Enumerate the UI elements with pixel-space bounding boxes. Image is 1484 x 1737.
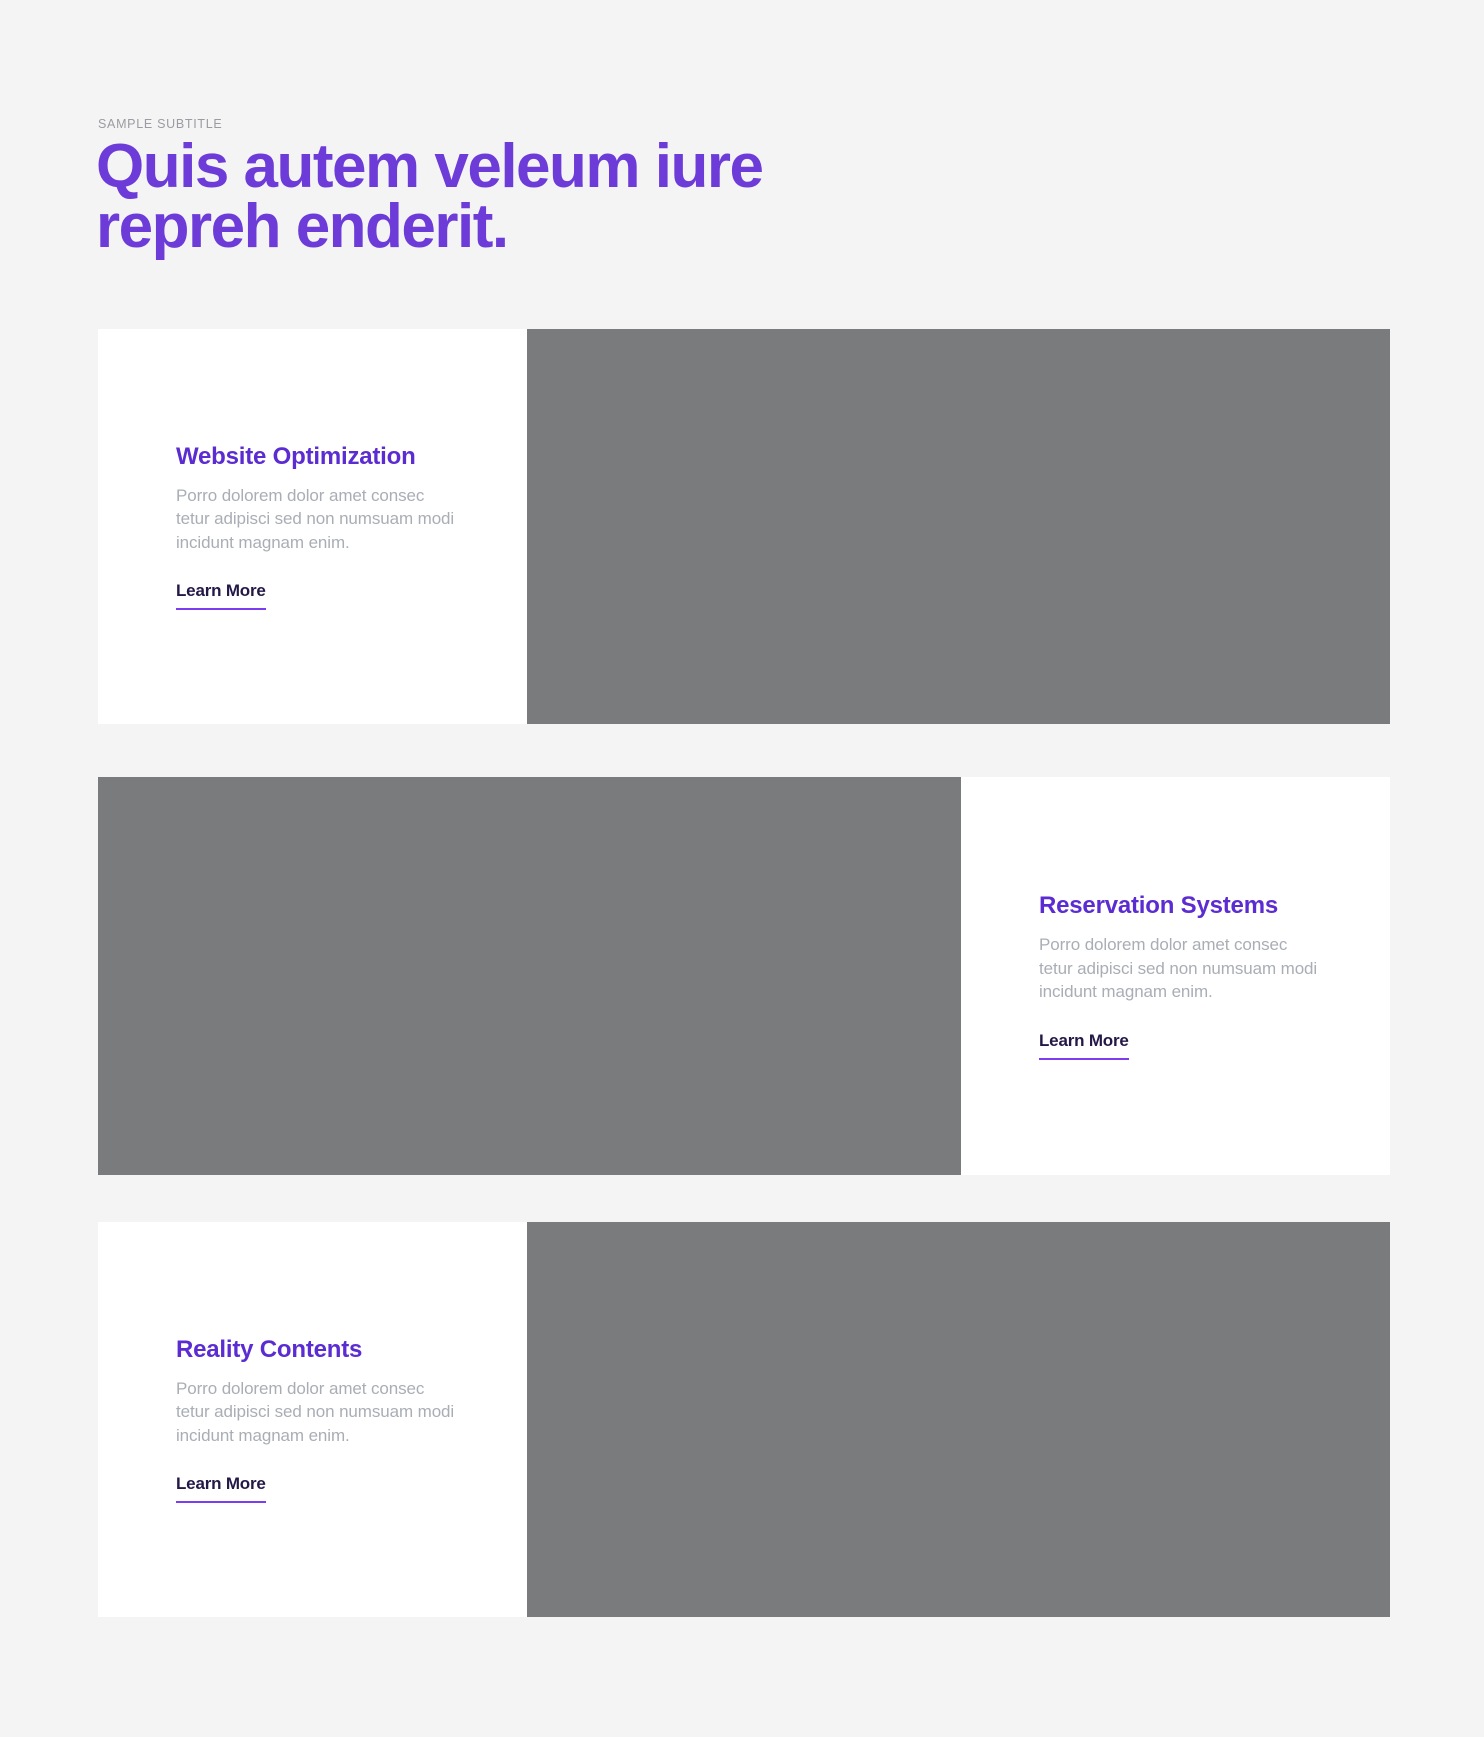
card-image-placeholder bbox=[527, 329, 1390, 724]
card-title: Reality Contents bbox=[176, 1335, 363, 1363]
learn-more-link[interactable]: Learn More bbox=[1039, 1031, 1129, 1060]
feature-card-website-optimization bbox=[98, 329, 1390, 724]
card-title: Reservation Systems bbox=[1039, 892, 1278, 920]
feature-card-reality-contents bbox=[98, 1222, 1390, 1617]
card-text-panel bbox=[98, 329, 527, 724]
card-text-panel bbox=[961, 777, 1390, 1175]
card-image-placeholder bbox=[98, 777, 961, 1175]
section-title bbox=[96, 132, 763, 261]
card-description: Porro dolorem dolor amet consec tetur adipisci sed non numsuam modi incidunt magnam enim. bbox=[176, 485, 455, 552]
card-title: Website Optimization bbox=[176, 442, 416, 470]
card-image-placeholder bbox=[527, 1222, 1390, 1617]
learn-more-link[interactable]: Learn More bbox=[176, 1474, 266, 1503]
section-title-line1: Quis autem veleum iure bbox=[96, 132, 763, 201]
learn-more-link[interactable]: Learn More bbox=[176, 581, 266, 610]
section-eyebrow: SAMPLE SUBTITLE bbox=[98, 117, 223, 131]
card-description: Porro dolorem dolor amet consec tetur adipisci sed non numsuam modi incidunt magnam enim. bbox=[176, 1378, 455, 1445]
feature-card-reservation-systems bbox=[98, 777, 1390, 1175]
card-description: Porro dolorem dolor amet consec tetur adipisci sed non numsuam modi incidunt magnam enim. bbox=[1039, 935, 1318, 1002]
card-text-panel bbox=[98, 1222, 527, 1617]
section-title-line2: repreh enderit. bbox=[96, 192, 508, 261]
